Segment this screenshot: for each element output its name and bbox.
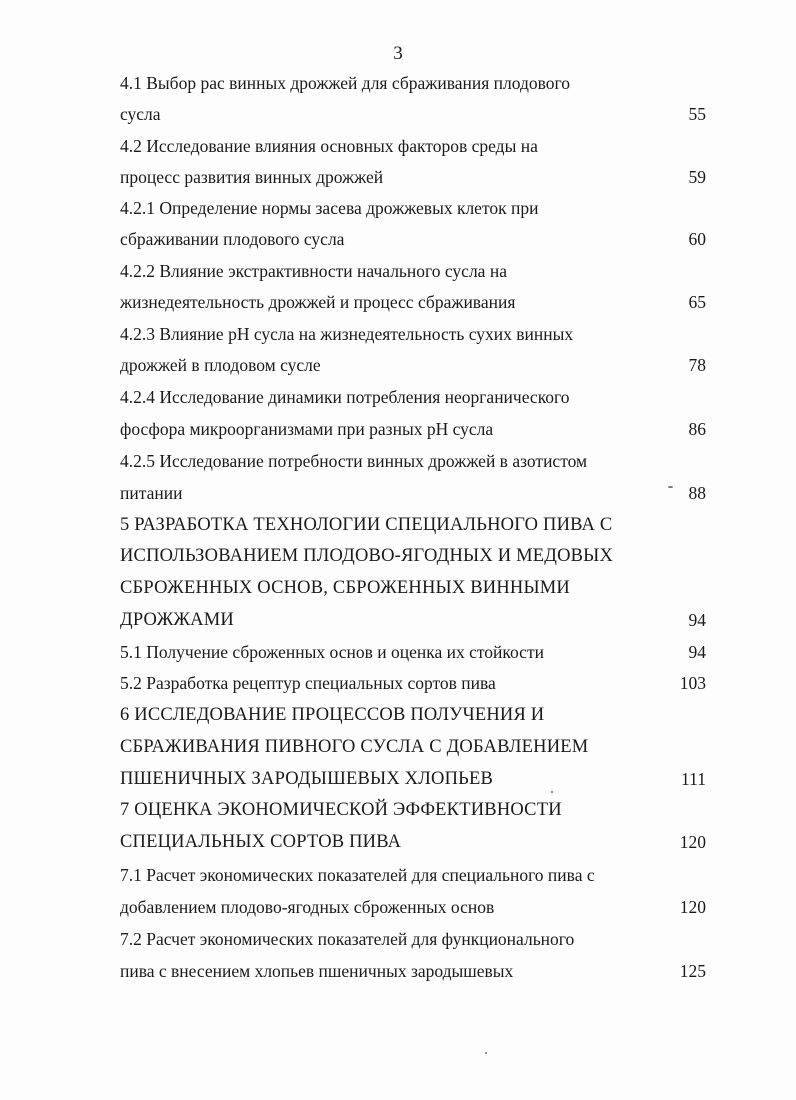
toc-entry-text: питании (120, 483, 183, 503)
page-number: 3 (393, 43, 403, 64)
toc-entry-text: СПЕЦИАЛЬНЫХ СОРТОВ ПИВА (120, 832, 402, 852)
toc-page-number: 86 (688, 419, 706, 439)
scan-speck (668, 486, 673, 488)
toc-line (120, 349, 706, 381)
toc-entry-text: ДРОЖЖАМИ (120, 610, 234, 630)
toc-entry-text: 7 ОЦЕНКА ЭКОНОМИЧЕСКОЙ ЭФФЕКТИВНОСТИ (120, 800, 562, 820)
toc-line (120, 413, 706, 445)
toc-page-number: 103 (679, 673, 706, 693)
toc-page-number: 60 (688, 229, 706, 249)
toc-entry-text: сусла (120, 104, 161, 124)
toc-line (120, 794, 706, 826)
toc-line (120, 891, 706, 923)
toc-line (120, 67, 706, 99)
toc-page-number: 78 (688, 355, 706, 375)
toc-line (120, 477, 706, 509)
toc-entry-text: процесс развития винных дрожжей (120, 167, 384, 187)
toc-page-number: 125 (679, 961, 706, 981)
toc-entry-text: дрожжей в плодовом сусле (120, 355, 321, 375)
toc-line (120, 731, 706, 763)
toc-entry-text: жизнедеятельность дрожжей и процесс сбраживания (120, 292, 516, 312)
toc-entry-text: 4.2.4 Исследование динамики потребления неорганического (120, 387, 570, 407)
toc-entry-text: 5.1 Получение сброженных основ и оценка их стойкости (120, 642, 544, 662)
toc-line (120, 255, 706, 287)
toc-page-number: 88 (688, 483, 706, 503)
toc-page-number: 94 (688, 610, 706, 630)
toc-line (120, 161, 706, 193)
toc-entry-text: 4.2.5 Исследование потребности винных дрожжей в азотистом (120, 451, 588, 471)
toc-entry-text: пива с внесением хлопьев пшеничных зародышевых (120, 961, 514, 981)
toc-entry-text: 4.1 Выбор рас винных дрожжей для сбраживания плодового (120, 73, 571, 93)
toc-entry-text: добавлением плодово-ягодных сброженных основ (120, 897, 495, 917)
toc-entry-text: ИСПОЛЬЗОВАНИЕМ ПЛОДОВО-ЯГОДНЫХ И МЕДОВЫХ (120, 546, 614, 566)
toc-page-number: 65 (688, 292, 706, 312)
toc-line (120, 445, 706, 477)
toc-entry-text: 5.2 Разработка рецептур специальных сортов пива (120, 673, 496, 693)
toc-line (120, 699, 706, 731)
scan-speck (485, 1052, 487, 1054)
toc-line (120, 604, 706, 636)
toc-line (120, 859, 706, 891)
toc-line (120, 572, 706, 604)
toc-line (120, 826, 706, 858)
toc-line (120, 763, 706, 795)
toc-entry-text: 6 ИССЛЕДОВАНИЕ ПРОЦЕССОВ ПОЛУЧЕНИЯ И (120, 705, 545, 725)
toc-line (120, 98, 706, 130)
toc-line (120, 509, 706, 541)
toc-page-number: 120 (679, 897, 706, 917)
toc-page-number: 120 (679, 832, 706, 852)
toc-page-number: 59 (688, 167, 706, 187)
scan-speck (551, 791, 553, 793)
toc-entry-text: фосфора микроорганизмами при разных pH сусла (120, 419, 494, 439)
toc-line (120, 636, 706, 668)
toc-entry-text: 7.1 Расчет экономических показателей для специального пива с (120, 865, 595, 885)
toc-line (120, 540, 706, 572)
toc-page-number: 111 (681, 769, 706, 789)
toc-page-number: 94 (688, 642, 706, 662)
toc-line (120, 286, 706, 318)
toc-entry-text: 4.2.1 Определение нормы засева дрожжевых клеток при (120, 198, 539, 218)
toc-line (120, 192, 706, 224)
toc-line (120, 130, 706, 162)
toc-page-number: 55 (688, 104, 706, 124)
toc-entry-text: 4.2.3 Влияние pH сусла на жизнедеятельность сухих винных (120, 324, 574, 344)
toc-entry-text: сбраживании плодового сусла (120, 229, 345, 249)
toc-line (120, 955, 706, 987)
toc-entry-text: 4.2.2 Влияние экстрактивности начального сусла на (120, 261, 507, 281)
toc-entry-text: ПШЕНИЧНЫХ ЗАРОДЫШЕВЫХ ХЛОПЬЕВ (120, 769, 493, 789)
toc-line (120, 667, 706, 699)
toc-line (120, 923, 706, 955)
toc-line (120, 318, 706, 350)
toc-line (120, 223, 706, 255)
toc-entry-text: 5 РАЗРАБОТКА ТЕХНОЛОГИИ СПЕЦИАЛЬНОГО ПИВА С (120, 515, 613, 535)
toc-entry-text: 7.2 Расчет экономических показателей для функционального (120, 929, 575, 949)
toc-entry-text: СБРОЖЕННЫХ ОСНОВ, СБРОЖЕННЫХ ВИННЫМИ (120, 578, 570, 598)
toc-entry-text: СБРАЖИВАНИЯ ПИВНОГО СУСЛА С ДОБАВЛЕНИЕМ (120, 737, 589, 757)
toc-entry-text: 4.2 Исследование влияния основных факторов среды на (120, 136, 538, 156)
toc-line (120, 381, 706, 413)
